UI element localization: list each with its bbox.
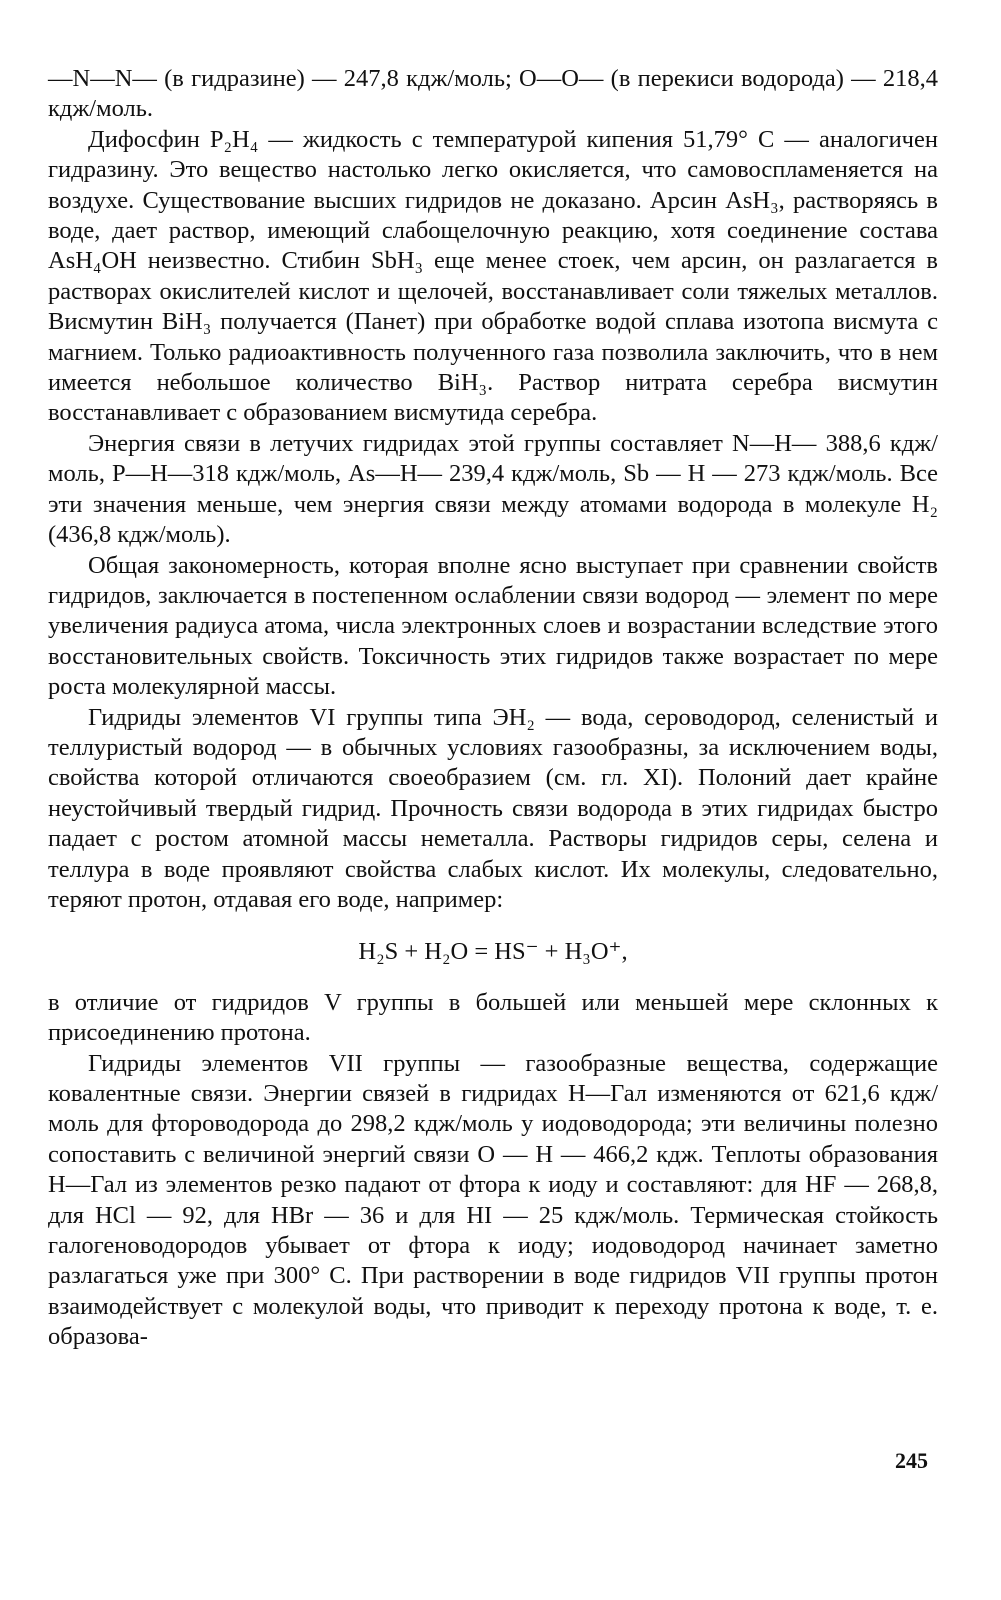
paragraph-after-formula: в отличие от гидридов V группы в большей или меньшей мере склонных к присоединению протона.: [48, 988, 938, 1047]
page-body: [48, 64, 938, 1353]
page-number: 245: [895, 1448, 928, 1473]
paragraph-general-rule: Общая закономерность, которая вполне ясно выступает при сравнении свойств гидридов, заключается в постепенном ослаблении связи водород — элемент по мере увеличения радиуса атома, числа электронных слоев и возрастании вследствие этого восстановительных свойств. Токсичность этих гидридов также возрастает по мере роста молекулярной массы.: [48, 551, 938, 701]
paragraph-continuation: —N—N— (в гидразине) — 247,8 кдж/моль; O—O— (в перекиси водорода) — 218,4 кдж/моль.: [48, 65, 938, 123]
paragraph-group-vi: Гидриды элементов VI группы типа ЭH₂ — вода, сероводород, селенистый и теллуристый водород — в обычных условиях газообразны, за исключением воды, свойства которой отличаются своеобразием (см. гл. XI). Полоний дает крайне неустойчивый твердый гидрид. Прочность связи водорода в этих гидридах быстро падает с ростом атомной массы неметалла. Растворы гидридов серы, селена и теллура в воде проявляют свойства слабых кислот. Их молекулы, следовательно, теряют протон, отдавая его воде, например:: [48, 703, 938, 913]
paragraph-bond-energy: Энергия связи в летучих гидридах этой группы составляет N—H— 388,6 кдж/моль, P—H—318 кдж/моль, As—H— 239,4 кдж/моль, Sb — H — 273 кдж/моль. Все эти значения меньше, чем энергия связи между атомами водорода в молекуле H₂ (436,8 кдж/моль).: [48, 429, 938, 549]
paragraph-diphosphine: Дифосфин P₂H₄ — жидкость с температурой кипения 51,79° C — аналогичен гидразину. Это вещество настолько легко окисляется, что самовоспламеняется на воздухе. Существование высших гидридов не доказано. Арсин AsH₃, растворяясь в воде, дает раствор, имеющий слабощелочную реакцию, хотя соединение состава AsH₄OH неизвестно. Стибин SbH₃ еще менее стоек, чем арсин, он разлагается в растворах окислителей кислот и щелочей, восстанавливает соли тяжелых металлов. Висмутин BiH₃ получается (Панет) при обработке водой сплава изотопа висмута с магнием. Только радиоактивность полученного газа позволила заключить, что в нем имеется небольшое количество BiH₃. Раствор нитрата серебра висмутин восстанавливает с образованием висмутида серебра.: [48, 125, 938, 427]
reaction-formula: H₂S + H₂O = HS⁻ + H₃O⁺,: [358, 938, 628, 966]
paragraph-group-vii: Гидриды элементов VII группы — газообразные вещества, содержащие ковалентные связи. Энергии связей в гидридах H—Гал изменяются от 621,6 кдж/моль для фтороводорода до 298,2 кдж/моль у иодоводорода; эти величины полезно сопоставить с величиной энергий связи O — H — 466,2 кдж. Теплоты образования H—Гал из элементов резко падают от фтора к иоду и составляют: для HF — 268,8, для HCl — 92, для HBr — 36 и для HI — 25 кдж/моль. Термическая стойкость галогеноводородов убывает от фтора к иоду; иодоводород начинает заметно разлагаться уже при 300° C. При растворении в воде гидридов VII группы протон взаимодействует с молекулой воды, что приводит к переходу протона к воде, т. е. образова-: [48, 1049, 938, 1351]
